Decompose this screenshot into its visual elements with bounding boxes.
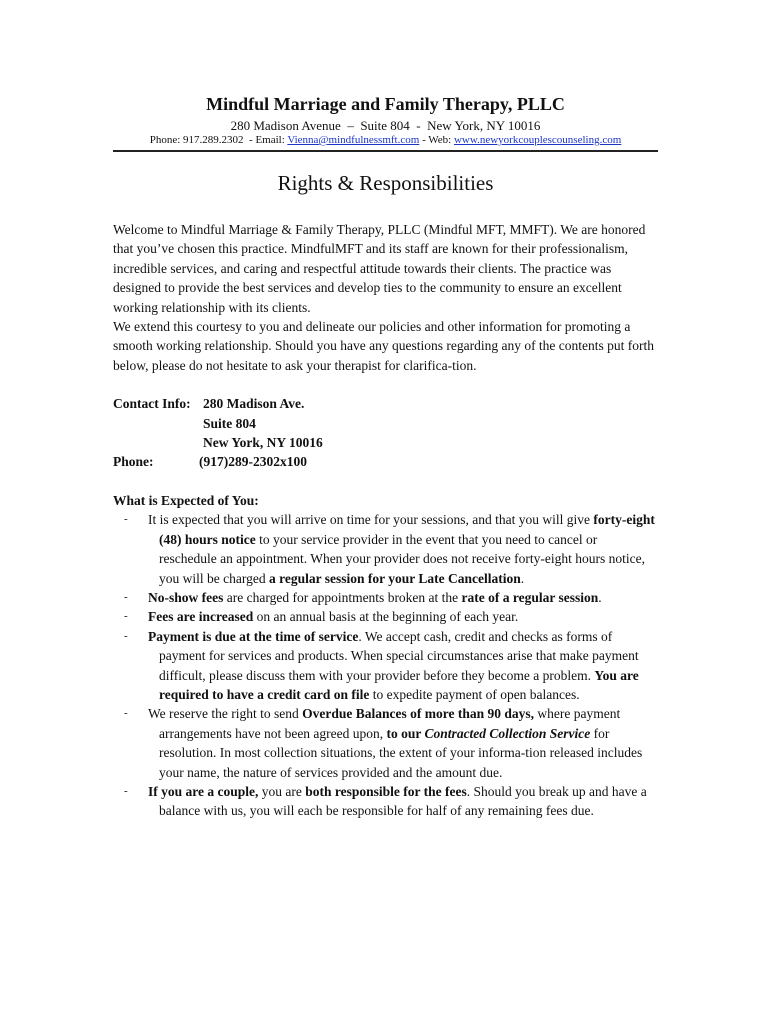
intro-paragraph-2: We extend this courtesy to you and delineate our policies and other information for promoting a smooth working relationship. Should you have any questions regarding any of the contents put forth below, please do not hesitate to ask your therapist for clarifica-tion. [113,319,655,373]
email-link[interactable]: Vienna@mindfulnessmft.com [287,134,420,146]
list-item-text: for resolution. In most collection situations, the extent of your informa-tion released includes your name, the nature of services provided and the amount due. [159,725,643,780]
list-item-text: You are required to have a credit card on file [159,667,639,702]
list-item-text: . Should you break up and have a balance with us, you will each be responsible for half of any remaining fees due. [159,783,647,819]
list-item-text: you are [258,783,306,799]
list-item-text: are charged for appointments broken at the [223,589,462,605]
contact-info-block [113,394,658,472]
list-item-text: forty-eight (48) hours notice [159,512,655,547]
document-title: Rights & Responsibilities [277,171,494,195]
contact-row-3 [113,433,658,452]
list-item-text: on an annual basis at the beginning of each year. [253,609,519,625]
bullet-dash-icon: - [124,610,128,623]
list-item-text: . [520,570,525,586]
document-page [113,92,658,821]
list-item-text: to your service provider in the event that you need to cancel or reschedule an appointment. When your provider does not receive forty-eight hours notice, you will be charged [159,531,645,586]
bullet-dash-icon: - [124,513,128,526]
list-item-text: It is expected that you will arrive on time for your sessions, and that you will give [148,512,594,528]
web-label: - Web: [419,134,454,146]
contact-address-line-2: Suite 804 [203,415,256,431]
expected-list-item [113,704,658,782]
list-item-text: where payment arrangements have not been agreed upon, [159,706,621,741]
letterhead-address: 280 Madison Avenue – Suite 804 - New York, NY 10016 [230,118,541,133]
bullet-dash-icon: - [124,629,128,642]
letterhead-divider [113,150,658,152]
list-item-text: to our [386,725,425,741]
intro-paragraph-1: Welcome to Mindful Marriage & Family Therapy, PLLC (Mindful MFT, MMFT). We are honored that you’ve chosen this practice. MindfulMFT and its staff are known for their professionalism, incredible services, and caring and respectful attitude towards their clients. The practice was designed to provide the best services and develop ties to the community to ensure an excellent working relationship with its clients. [113,222,646,315]
list-item-text: No-show fees [148,589,224,605]
list-item-text: a regular session for your Late Cancellation [268,570,521,586]
contact-row-phone [113,452,658,471]
org-name: Mindful Marriage and Family Therapy, PLLC [206,94,565,114]
list-item-text: rate of a regular session [461,589,599,605]
bullet-dash-icon: - [124,784,128,797]
letterhead-contact-line [113,134,658,147]
contact-row-2 [113,414,658,433]
list-item-text: . [598,589,602,605]
list-item-text: We reserve the right to send [148,706,303,722]
contact-address-line-1: 280 Madison Ave. [203,396,305,412]
expected-list-item [113,607,658,626]
contact-address-line-3: New York, NY 10016 [203,435,323,451]
expected-list [113,510,658,821]
list-item-text: to expedite payment of open balances. [369,686,580,702]
letterhead [113,92,658,152]
list-item-text: If you are a couple, [148,783,259,799]
list-item-text: both responsible for the fees [305,783,467,799]
list-item-text: Payment is due at the time of service [148,628,359,644]
bullet-dash-icon: - [124,590,128,603]
contact-info-label: Contact Info: [113,396,191,412]
list-item-text: Contracted Collection Service [424,725,591,741]
expected-list-item [113,627,658,705]
expected-heading: What is Expected of You: [113,492,259,508]
bullet-dash-icon: - [124,707,128,720]
contact-phone-number: (917)289-2302x100 [199,454,307,470]
list-item-text: Fees are increased [148,609,254,625]
contact-phone-label: Phone: [113,454,154,470]
phone-label: Phone: 917.289.2302 - Email: [149,134,288,146]
contact-row-1 [113,394,658,413]
list-item-text: . We accept cash, credit and checks as forms of payment for services and products. When special circumstances arise that make payment difficult, please discuss them with your provider before they become a problem. [159,628,639,683]
expected-list-item [113,782,658,821]
expected-list-item [113,588,658,607]
list-item-text: Overdue Balances of more than 90 days, [302,706,534,722]
expected-list-item [113,510,658,588]
website-link[interactable]: www.newyorkcouplescounseling.com [453,134,622,146]
